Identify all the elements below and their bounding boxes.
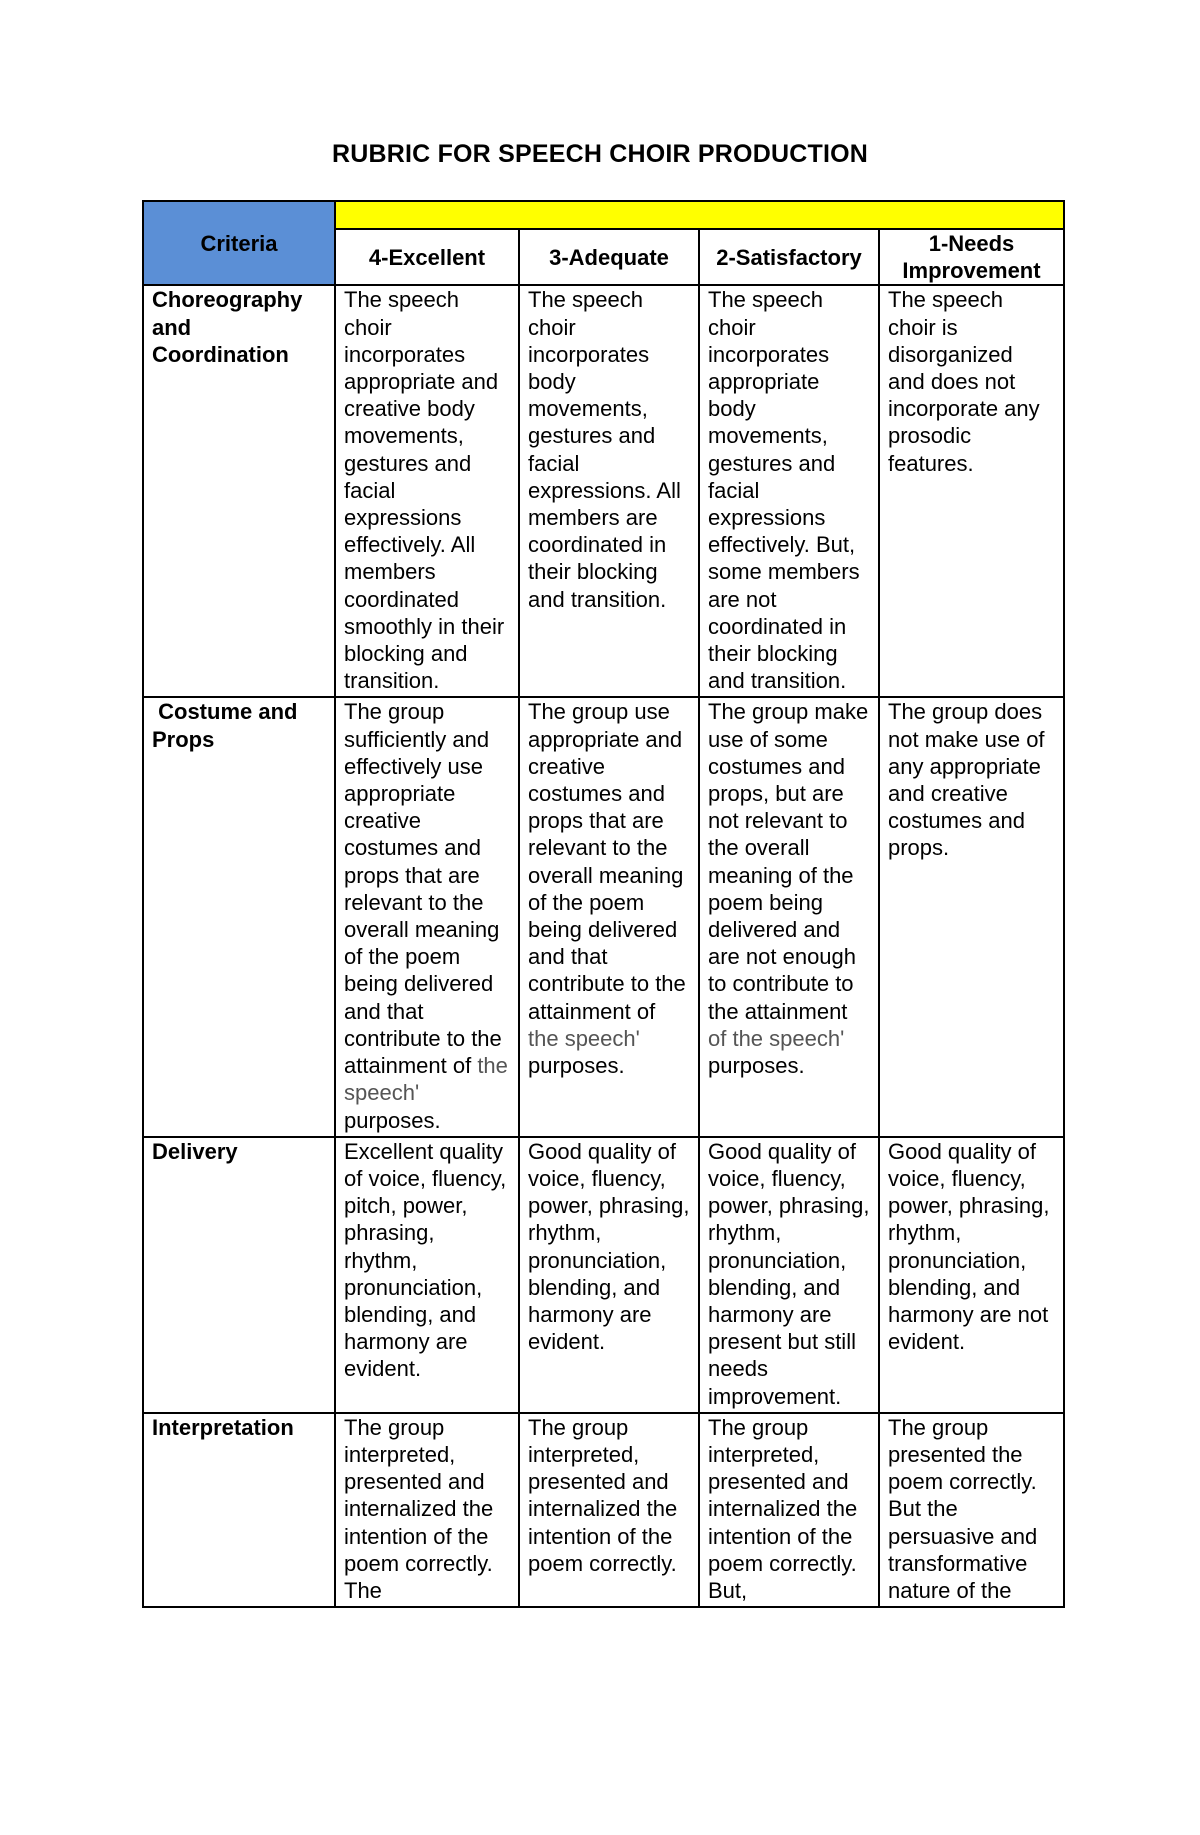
level-header-excellent: 4-Excellent [335,229,519,285]
criterion-delivery: Delivery [143,1137,335,1413]
descriptor-gray-text: the speech' [528,1025,640,1051]
descriptor-cell [879,697,1064,1136]
page-title: RUBRIC FOR SPEECH CHOIR PRODUCTION [332,140,868,168]
descriptor-text: The group presented the poem correctly. But the persuasive and transformative nature of the [888,1414,1038,1603]
criterion-choreography: Choreography and Coordination [143,285,335,697]
descriptor-text: The speech choir incorporates body movements, gestures and facial expressions. All members are coordinated in their blocking and transition. [528,287,681,612]
descriptor-text: The speech choir is disorganized and does not incorporate any prosodic features. [888,287,1040,476]
level-header-needs-improvement: 1-Needs Improvement [879,229,1064,285]
descriptor-cell [699,697,879,1136]
table-row [143,697,1064,1136]
descriptor-text: The group sufficiently and effectively use appropriate creative costumes and props that are relevant to the overall meaning of the poem being delivered and that contribute to the attainment of [344,699,502,1079]
descriptor-text: The group interpreted, presented and internalized the intention of the poem correctly. The [344,1414,494,1603]
level-header-satisfactory: 2-Satisfactory [699,229,879,285]
criterion-interpretation: Interpretation [143,1413,335,1607]
descriptor-cell [335,1137,519,1413]
descriptor-cell [335,285,519,697]
descriptor-cell [519,285,699,697]
table-row [143,285,1064,697]
criterion-costume-props: Costume and Props [143,697,335,1136]
descriptor-cell [335,1413,519,1607]
descriptor-cell [519,697,699,1136]
descriptor-gray-text: the speech' [344,1053,508,1106]
descriptor-text: The group use appropriate and creative costumes and props that are relevant to the overall meaning of the poem being delivered and that contribute to the attainment of [528,699,686,1024]
criteria-header: Criteria [143,201,335,285]
levels-banner [335,201,1064,229]
descriptor-tail: purposes. [708,1053,805,1079]
descriptor-cell [879,1413,1064,1607]
descriptor-text: Good quality of voice, fluency, power, phrasing, rhythm, pronunciation, blending, and harmony are not evident. [888,1138,1050,1355]
descriptor-text: The speech choir incorporates appropriate body movements, gestures and facial expressions effectively. But, some members are not coordinated in their blocking and transition. [708,287,860,694]
header-row-top [143,201,1064,229]
descriptor-text: The group interpreted, presented and internalized the intention of the poem correctly. But, [708,1414,858,1603]
descriptor-tail: purposes. [344,1107,441,1133]
table-row [143,1413,1064,1607]
descriptor-text: The group interpreted, presented and internalized the intention of the poem correctly. [528,1414,678,1576]
descriptor-cell [519,1413,699,1607]
descriptor-text: Good quality of voice, fluency, power, phrasing, rhythm, pronunciation, blending, and harmony are present but still needs improvement. [708,1138,870,1409]
rubric-table [142,200,1065,1608]
table-row [143,1137,1064,1413]
descriptor-text: Excellent quality of voice, fluency, pitch, power, phrasing, rhythm, pronunciation, blending, and harmony are evident. [344,1138,507,1382]
descriptor-cell [699,285,879,697]
descriptor-text: The speech choir incorporates appropriate and creative body movements, gestures and facial expressions effectively. All members coordinated smoothly in their blocking and transition. [344,287,505,694]
descriptor-cell [699,1413,879,1607]
descriptor-text: The group make use of some costumes and props, but are not relevant to the overall meaning of the poem being delivered and are not enough to contribute to the attainment [708,699,869,1024]
level-header-adequate: 3-Adequate [519,229,699,285]
descriptor-cell [879,1137,1064,1413]
descriptor-tail: purposes. [528,1053,625,1079]
descriptor-cell [699,1137,879,1413]
descriptor-cell [335,697,519,1136]
descriptor-cell [879,285,1064,697]
descriptor-cell [519,1137,699,1413]
descriptor-text: Good quality of voice, fluency, power, phrasing, rhythm, pronunciation, blending, and harmony are evident. [528,1138,690,1355]
descriptor-gray-text: of the speech' [708,1025,845,1051]
descriptor-text: The group does not make use of any appropriate and creative costumes and props. [888,699,1045,861]
